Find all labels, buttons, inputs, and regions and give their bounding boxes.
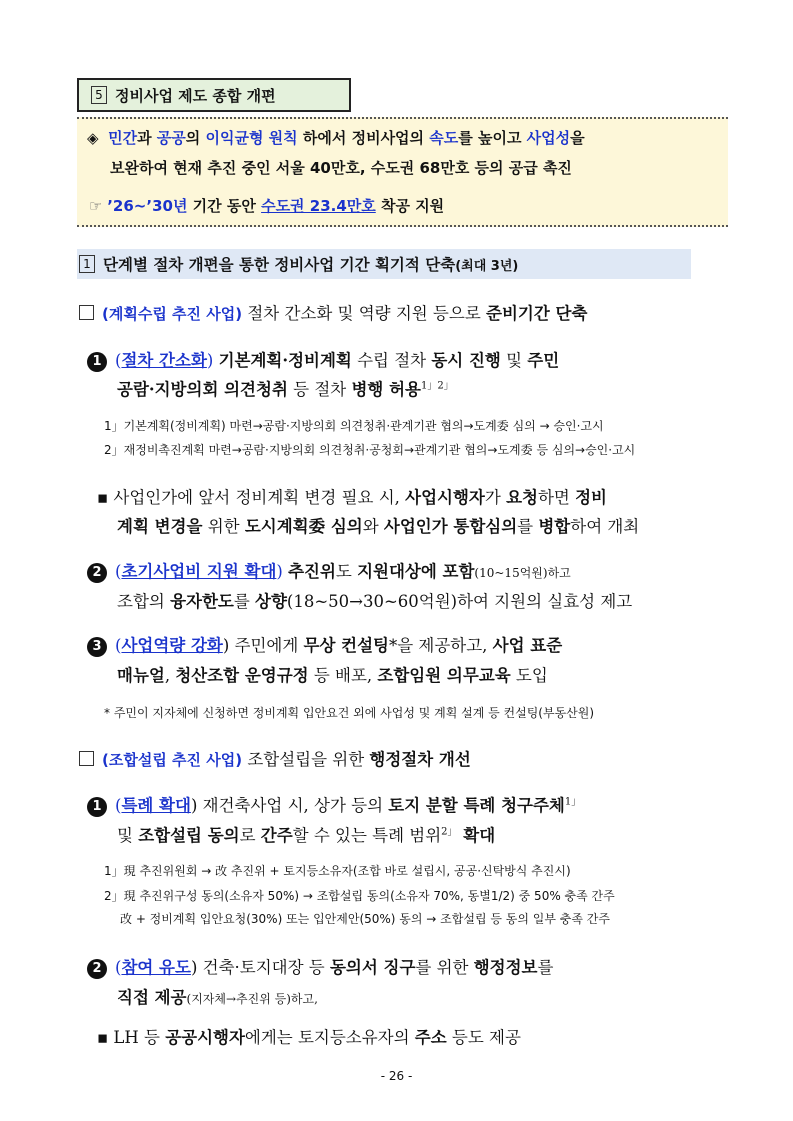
block1-item3-line2: 매뉴얼, 청산조합 운영규정 등 배포, 조합임원 의무교육 도입 — [117, 666, 548, 685]
block1-item2-line2: 조합의 융자한도를 상향(18~50→30~60억원)하여 지원의 실효성 제고 — [117, 592, 633, 611]
block1-item3-line1: 3 (사업역량 강화) 주민에게 무상 컨설팅*을 제공하고, 사업 표준 — [87, 632, 562, 657]
number-1-icon: 1 — [87, 797, 107, 817]
pointing-hand-icon: ☞ — [89, 197, 103, 215]
block2-item2-line1: 2 (참여 유도) 건축·토지대장 등 동의서 징구를 위한 행정정보를 — [87, 954, 553, 979]
block1-note3: * 주민이 지자체에 신청하면 정비계획 입안요건 외에 사업성 및 계획 설계 등 컨설팅(부동산원) — [104, 706, 595, 720]
checkbox-square-icon — [79, 751, 94, 766]
number-3-icon: 3 — [87, 637, 107, 657]
block1-bullet-line1: ▪ 사업인가에 앞서 정비계획 변경 필요 시, 사업시행자가 요청하면 정비 — [97, 488, 607, 507]
block1-item1-line2: 공람·지방의회 의견청취 등 절차 병행 허용$^{1」2」}$ — [117, 380, 454, 399]
summary-line-2: 보완하여 현재 추진 중인 서울 40만호, 수도권 68만호 등의 공급 촉진 — [110, 159, 572, 177]
block2-heading: (조합설립 추진 사업) 조합설립을 위한 행정절차 개선 — [79, 746, 471, 770]
subsection-number: 1 — [79, 255, 95, 273]
block2-item1-line2: 및 조합설립 동의로 간주할 수 있는 특례 범위$^{2」}$ 확대 — [117, 826, 496, 845]
subsection-header: 1 단계별 절차 개편을 통한 정비사업 기간 획기적 단축 (최대 3년) — [77, 249, 691, 279]
diamond-bullet-icon: ◈ — [87, 129, 99, 147]
section-number: 5 — [91, 86, 107, 104]
block1-heading: (계획수립 추진 사업) 절차 간소화 및 역량 지원 등으로 준비기간 단축 — [79, 300, 587, 324]
number-1-icon: 1 — [87, 352, 107, 372]
block2-item2-line2: 직접 제공(지자체→추진위 등)하고, — [117, 988, 318, 1007]
block1-item1-line1: 1 (절차 간소화) 기본계획·정비계획 수립 절차 동시 진행 및 주민 — [87, 347, 559, 372]
block2-bullet-line1: ▪ LH 등 공공시행자에게는 토지등소유자의 주소 등도 제공 — [97, 1028, 521, 1047]
block1-bullet-line2: 계획 변경을 위한 도시계획委 심의와 사업인가 통합심의를 병합하여 개최 — [117, 517, 640, 536]
page-number: - 26 - — [380, 1069, 413, 1083]
block2-note1: 1」現 추진위원회 → 改 추진위 + 토지등소유자(조합 바로 설립시, 공공·신탁방식 추진시) — [104, 864, 571, 878]
section-title: 정비사업 제도 종합 개편 — [115, 86, 276, 105]
block1-item2-line1: 2 (초기사업비 지원 확대) 추진위도 지원대상에 포함(10~15억원)하고 — [87, 558, 571, 583]
subsection-title: 단계별 절차 개편을 통한 정비사업 기간 획기적 단축 — [103, 256, 456, 274]
summary-box — [77, 117, 728, 227]
section-header — [77, 78, 351, 112]
block1-note2: 2」재정비촉진계획 마련→공람·지방의회 의견청취·공청회→관계기관 협의→도계委 등 심의→승인·고시 — [104, 443, 636, 457]
checkbox-square-icon — [79, 305, 94, 320]
block2-note2a: 2」現 추진위구성 동의(소유자 50%) → 조합설립 동의(소유자 70%, 동별1/2) 중 50% 충족 간주 — [104, 889, 615, 903]
block2-note2b: 改 + 정비계획 입안요청(30%) 또는 입안제안(50%) 동의 → 조합설립 등 동의 일부 충족 간주 — [120, 912, 610, 926]
block2-item1-line1: 1 (특례 확대) 재건축사업 시, 상가 등의 토지 분할 특례 청구주체$^{1」}$ — [87, 792, 581, 817]
number-2-icon: 2 — [87, 563, 107, 583]
summary-line-1: ◈ 민간과 공공의 이익균형 원칙 하에서 정비사업의 속도를 높이고 사업성을 — [87, 129, 585, 147]
block1-note1: 1」기본계획(정비계획) 마련→공람·지방의회 의견청취·관계기관 협의→도계委 심의 → 승인·고시 — [104, 419, 604, 433]
summary-line-3: ☞ ’26~’30년 기간 동안 수도권 23.4만호 착공 지원 — [89, 197, 445, 215]
number-2-icon: 2 — [87, 959, 107, 979]
